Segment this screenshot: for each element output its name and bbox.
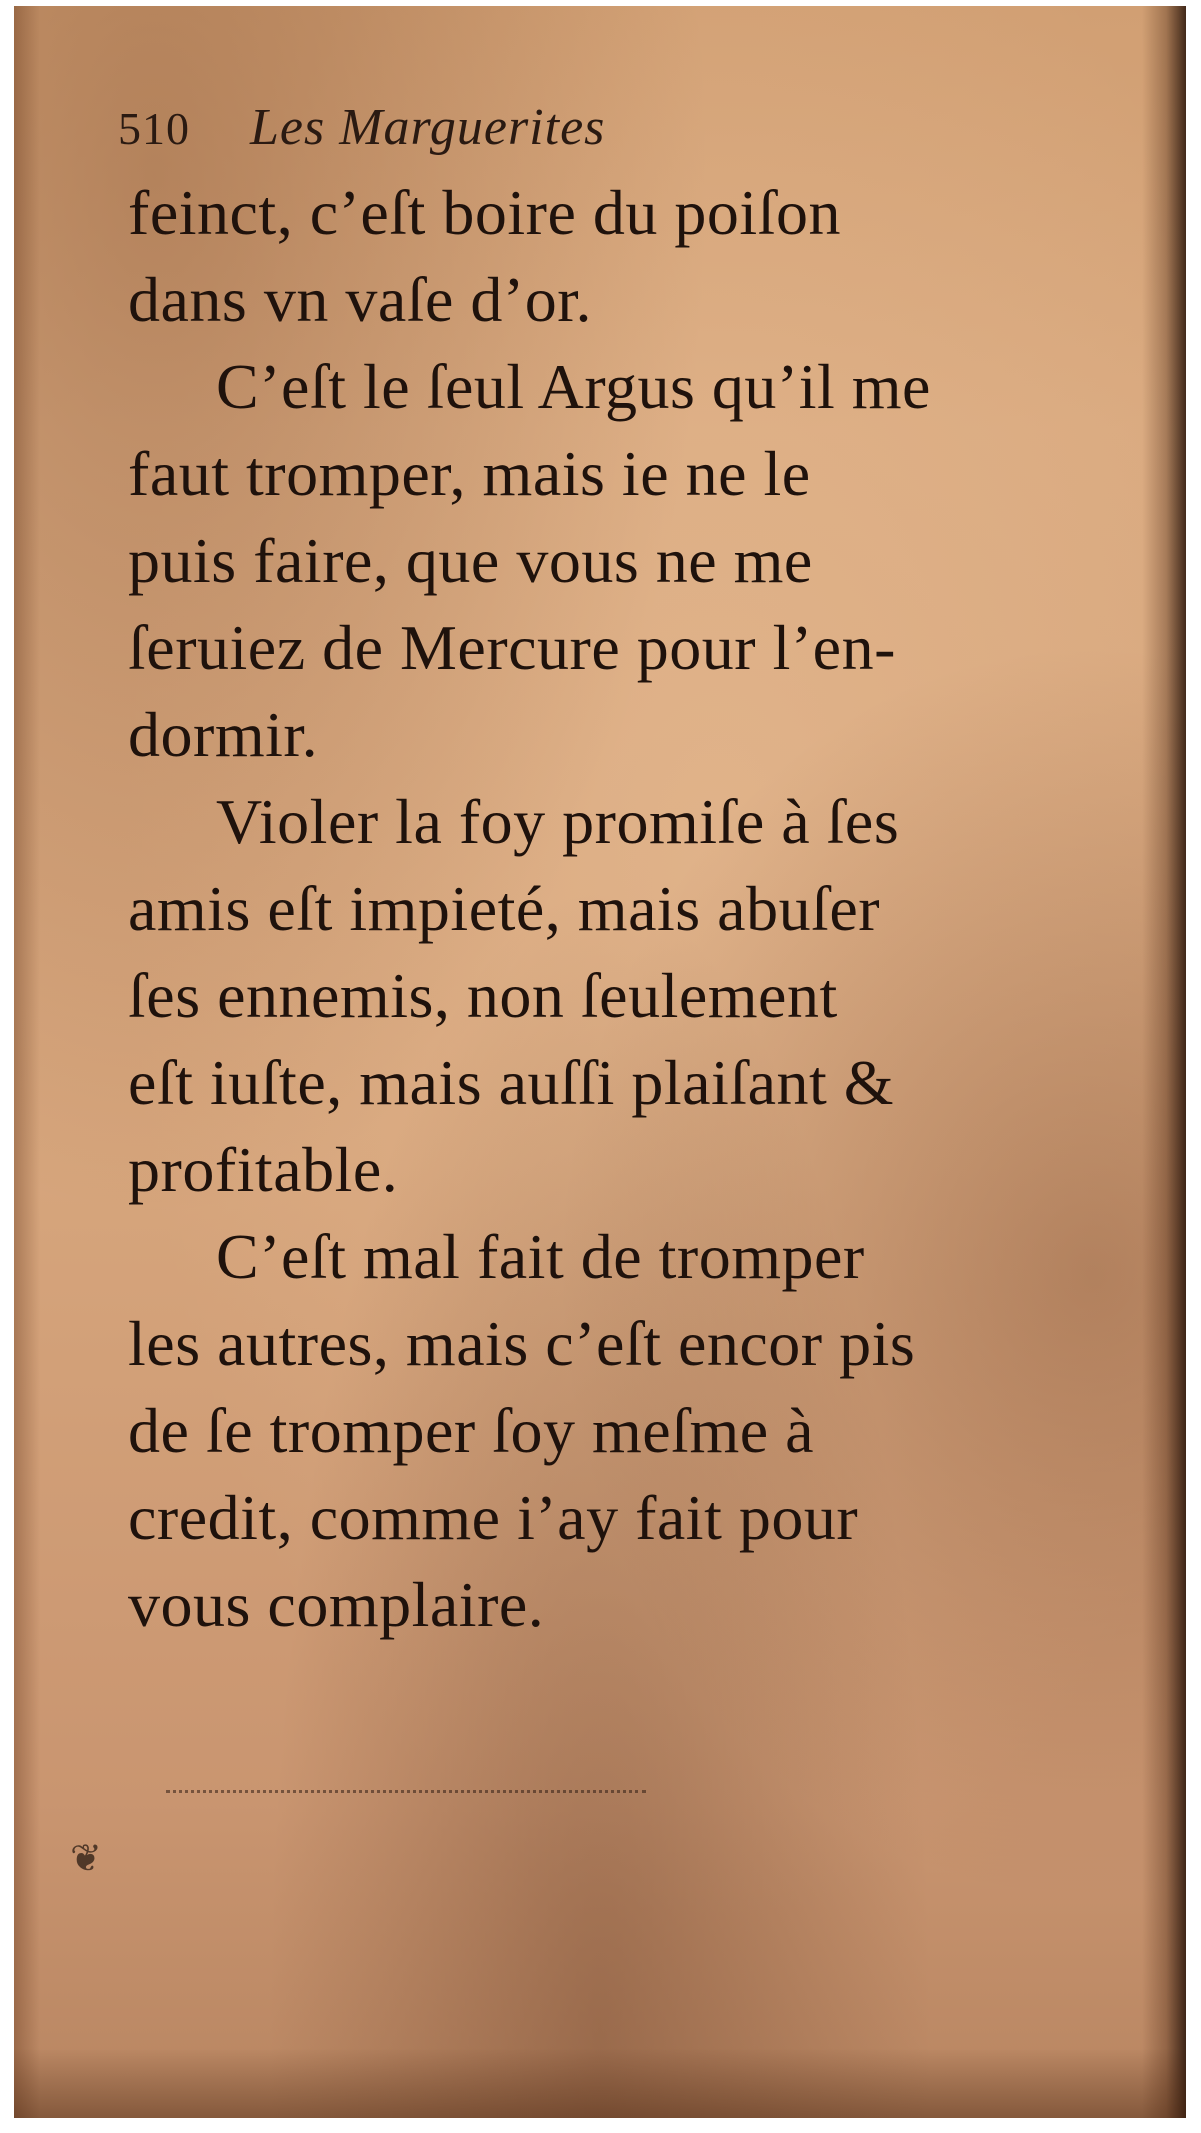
text-line: les autres, mais c’eſt encor pis	[128, 1308, 916, 1379]
text-line: puis faire, que vous ne me	[128, 525, 813, 596]
text-line: vous complaire.	[128, 1569, 545, 1640]
text-line: faut tromper, mais ie ne le	[128, 438, 811, 509]
page-gutter-shadow	[1142, 6, 1186, 2118]
text-line: C’eſt le ſeul Argus qu’il me	[216, 351, 931, 422]
running-title: Les Marguerites	[250, 99, 606, 156]
text-line: ſes ennemis, non ſeulement	[128, 960, 838, 1031]
text-line: eſt iuſte, mais auſſi plaiſant &	[128, 1047, 895, 1118]
end-rule	[166, 1790, 646, 1793]
text-line: credit, comme i’ay fait pour	[128, 1482, 859, 1553]
text-line: dormir.	[128, 699, 319, 770]
page-bottom-shadow	[14, 2048, 1186, 2118]
page-number: 510	[118, 103, 190, 154]
page-scan	[14, 6, 1186, 2118]
text-line: amis eſt impieté, mais abuſer	[128, 873, 881, 944]
text-line: feinct, c’eſt boire du poiſon	[128, 177, 841, 248]
text-line: de ſe tromper ſoy meſme à	[128, 1395, 815, 1466]
running-head	[118, 98, 605, 158]
text-line: profitable.	[128, 1134, 399, 1205]
text-line: C’eſt mal fait de tromper	[216, 1221, 865, 1292]
ink-smudge-icon: ❦	[70, 1836, 102, 1880]
body-text	[128, 169, 1138, 1648]
page-left-shadow	[14, 6, 40, 2118]
text-line: dans vn vaſe d’or.	[128, 264, 592, 335]
text-line: Violer la foy promiſe à ſes	[216, 786, 900, 857]
text-line: ſeruiez de Mercure pour l’en-	[128, 612, 896, 683]
